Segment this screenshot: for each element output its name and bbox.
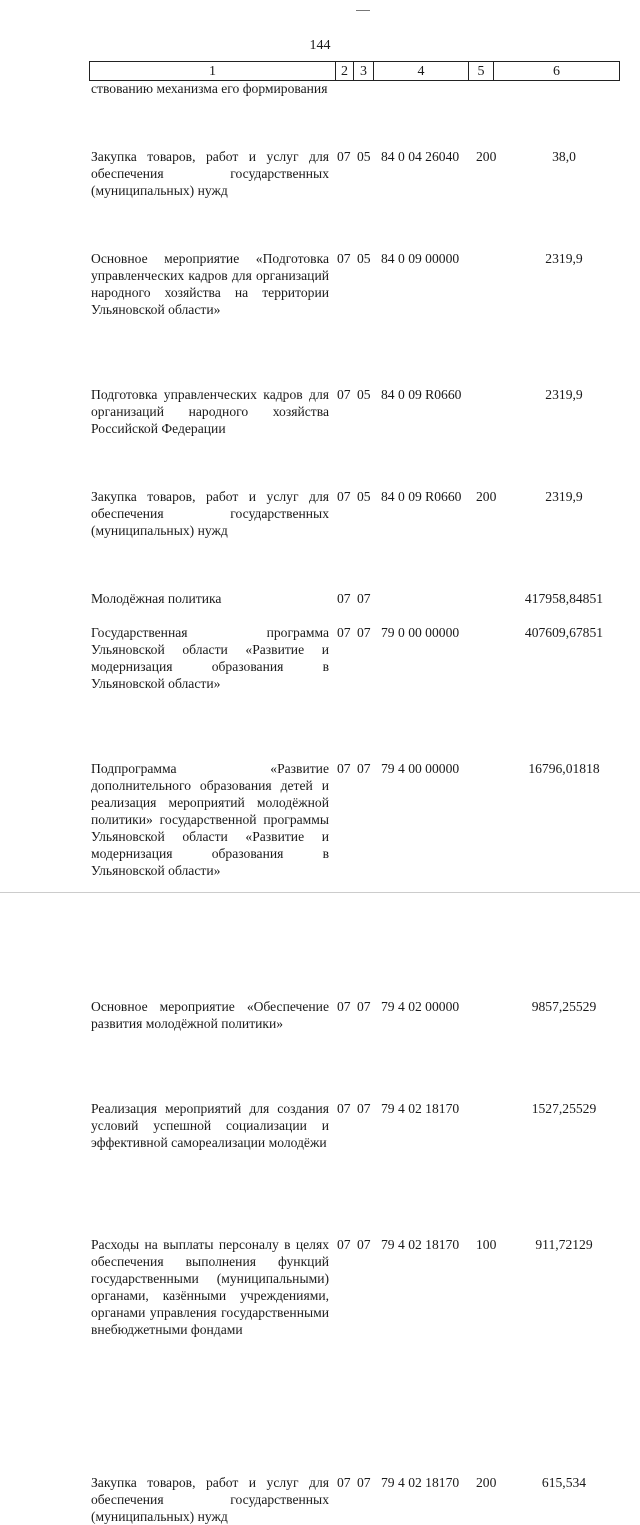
row-section: 07 — [337, 625, 351, 640]
table-row — [0, 624, 640, 692]
table-row — [0, 760, 640, 879]
row-section: 07 — [337, 489, 351, 504]
row-expense-type: 200 — [476, 489, 497, 504]
row-section: 07 — [337, 149, 351, 164]
row-subsection: 05 — [357, 387, 371, 402]
row-subsection: 05 — [357, 489, 371, 504]
row-subsection: 07 — [357, 1475, 371, 1490]
scan-artifact-top — [356, 10, 370, 11]
table-row — [0, 386, 640, 437]
header-col-4: 4 — [374, 62, 469, 81]
table-row — [0, 1236, 640, 1355]
row-expense-type: 100 — [476, 1237, 497, 1252]
page-number: 144 — [309, 38, 331, 53]
row-description: Государственная программа Ульяновской области «Развитие и модернизация образования в Ульяновской области» — [91, 625, 329, 691]
row-section: 07 — [337, 251, 351, 266]
row-section: 07 — [337, 1101, 351, 1116]
table-row — [0, 148, 640, 199]
row-subsection: 07 — [357, 999, 371, 1014]
row-subsection: 07 — [357, 1237, 371, 1252]
row-target-code: 79 4 02 18170 — [381, 1101, 460, 1116]
row-amount: 615,534 — [541, 1475, 587, 1490]
row-subsection: 07 — [357, 625, 371, 640]
column-header-table — [89, 61, 620, 81]
row-description: Расходы на выплаты персоналу в целях обеспечения выполнения функций государственными (муниципальными) органами, казёнными учреждениями, органами управления государственными внебюджетными фондами — [91, 1237, 329, 1337]
row-target-code: 79 0 00 00000 — [381, 625, 460, 640]
row-target-code: 79 4 02 18170 — [381, 1237, 460, 1252]
row-expense-type: 200 — [476, 149, 497, 164]
row-amount: 16796,01818 — [528, 761, 600, 776]
row-subsection: 07 — [357, 1101, 371, 1116]
row-description: Основное мероприятие «Подготовка управленческих кадров для организаций народного хозяйства на территории Ульяновской области» — [91, 251, 329, 317]
table-row — [0, 488, 640, 539]
budget-rows — [0, 80, 640, 1524]
row-amount: 407609,67851 — [524, 625, 604, 640]
row-section: 07 — [337, 761, 351, 776]
row-target-code: 84 0 04 26040 — [381, 149, 460, 164]
row-amount: 1527,25529 — [531, 1101, 597, 1116]
row-target-code: 79 4 02 18170 — [381, 1475, 460, 1490]
row-section: 07 — [337, 1237, 351, 1252]
row-target-code: 84 0 09 R0660 — [381, 387, 462, 402]
table-row — [0, 80, 640, 114]
header-col-1: 1 — [90, 62, 336, 81]
table-row — [0, 1474, 640, 1525]
row-subsection: 07 — [357, 591, 371, 606]
row-section: 07 — [337, 387, 351, 402]
row-target-code: 84 0 09 R0660 — [381, 489, 462, 504]
row-description: Закупка товаров, работ и услуг для обеспечения государственных (муниципальных) нужд — [91, 149, 329, 198]
row-description: ствованию механизма его формирования — [91, 81, 328, 96]
row-description: Подготовка управленческих кадров для организаций народного хозяйства Российской Федерации — [91, 387, 329, 436]
row-subsection: 07 — [357, 761, 371, 776]
row-description: Молодёжная политика — [91, 591, 222, 606]
header-col-2: 2 — [336, 62, 354, 81]
header-col-6: 6 — [494, 62, 620, 81]
table-row — [0, 250, 640, 318]
row-amount: 2319,9 — [545, 251, 583, 266]
table-row — [0, 1100, 640, 1168]
row-target-code: 79 4 00 00000 — [381, 761, 460, 776]
row-subsection: 05 — [357, 251, 371, 266]
row-amount: 38,0 — [552, 149, 576, 164]
row-target-code: 79 4 02 00000 — [381, 999, 460, 1014]
row-target-code: 84 0 09 00000 — [381, 251, 460, 266]
row-expense-type: 200 — [476, 1475, 497, 1490]
row-amount: 911,72129 — [535, 1237, 593, 1252]
row-description: Реализация мероприятий для создания условий успешной социализации и эффективной самореализации молодёжи — [91, 1101, 329, 1150]
table-row — [0, 998, 640, 1049]
row-amount: 2319,9 — [545, 489, 583, 504]
row-description: Подпрограмма «Развитие дополнительного образования детей и реализация мероприятий молодёжной политики» государственной программы Ульяновской области «Развитие и модернизация образования в Ульяновской области» — [91, 761, 329, 878]
row-amount: 417958,84851 — [524, 591, 604, 606]
row-section: 07 — [337, 1475, 351, 1490]
row-description: Основное мероприятие «Обеспечение развития молодёжной политики» — [91, 999, 329, 1031]
row-amount: 2319,9 — [545, 387, 583, 402]
row-section: 07 — [337, 591, 351, 606]
row-amount: 9857,25529 — [531, 999, 597, 1014]
row-section: 07 — [337, 999, 351, 1014]
header-col-3: 3 — [354, 62, 374, 81]
row-description: Закупка товаров, работ и услуг для обеспечения государственных (муниципальных) нужд — [91, 489, 329, 538]
header-col-5: 5 — [469, 62, 494, 81]
scan-artifact-bottom — [0, 892, 640, 893]
row-subsection: 05 — [357, 149, 371, 164]
row-description: Закупка товаров, работ и услуг для обеспечения государственных (муниципальных) нужд — [91, 1475, 329, 1524]
table-row — [0, 590, 640, 607]
